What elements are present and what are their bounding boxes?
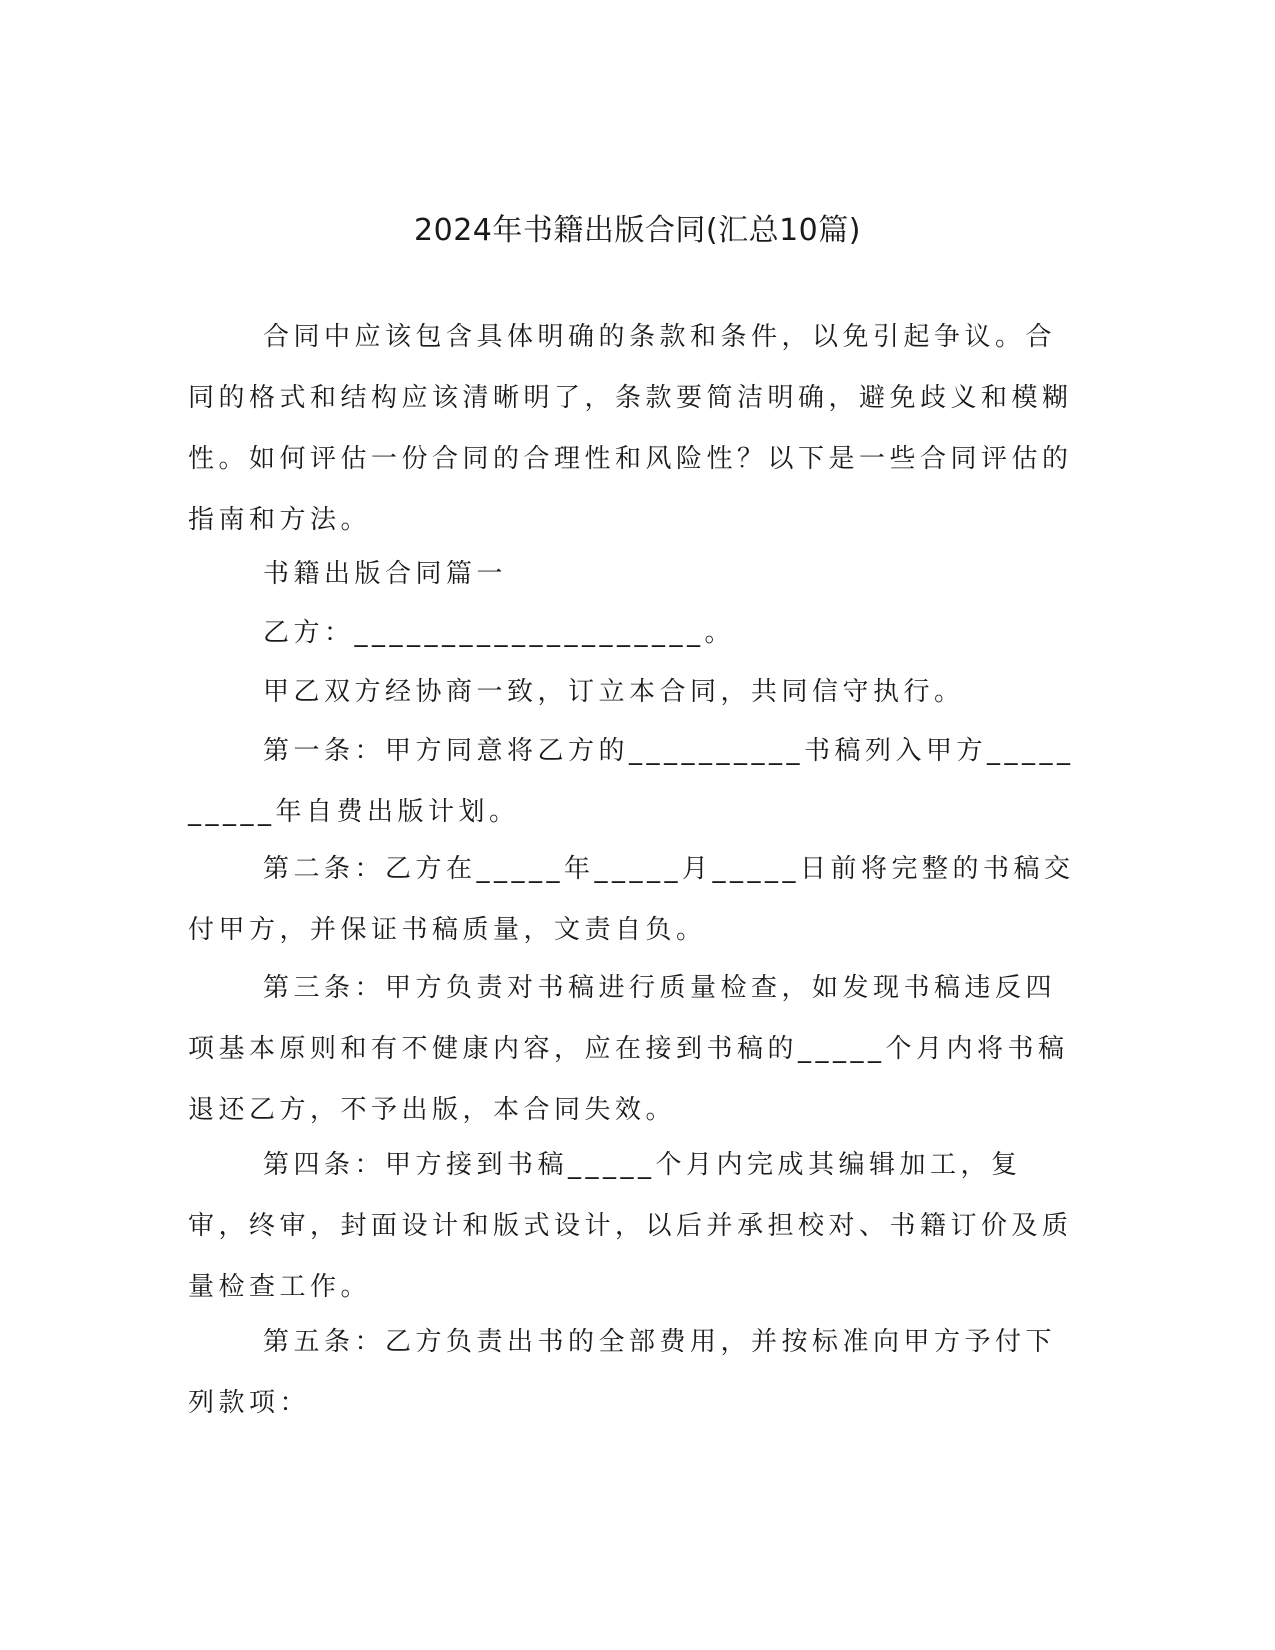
article-4: 第四条：甲方接到书稿_____个月内完成其编辑加工，复审，终审，封面设计和版式设计，以后并承担校对、书籍订价及质量检查工作。 — [188, 1150, 1073, 1302]
article-2: 第二条：乙方在_____年_____月_____日前将完整的书稿交付甲方，并保证书稿质量，文责自负。 — [188, 854, 1075, 945]
agreement-paragraph: 甲乙双方经协商一致，订立本合同，共同信守执行。 — [263, 677, 965, 707]
section-heading: 书籍出版合同篇一 — [263, 559, 508, 589]
party-b-line: 乙方：____________________。 — [263, 618, 736, 648]
article-1: 第一条：甲方同意将乙方的__________书稿列入甲方__________年自费出版计划。 — [188, 736, 1075, 827]
article-3: 第三条：甲方负责对书稿进行质量检查，如发现书稿违反四项基本原则和有不健康内容，应在接到书稿的_____个月内将书稿退还乙方，不予出版，本合同失效。 — [188, 973, 1069, 1125]
intro-paragraph: 合同中应该包含具体明确的条款和条件，以免引起争议。合同的格式和结构应该清晰明了，条款要简洁明确，避免歧义和模糊性。如何评估一份合同的合理性和风险性？以下是一些合同评估的指南和方法。 — [188, 322, 1073, 535]
document-title: 2024年书籍出版合同(汇总10篇) — [414, 213, 861, 248]
article-5: 第五条：乙方负责出书的全部费用，并按标准向甲方予付下列款项： — [188, 1327, 1057, 1418]
